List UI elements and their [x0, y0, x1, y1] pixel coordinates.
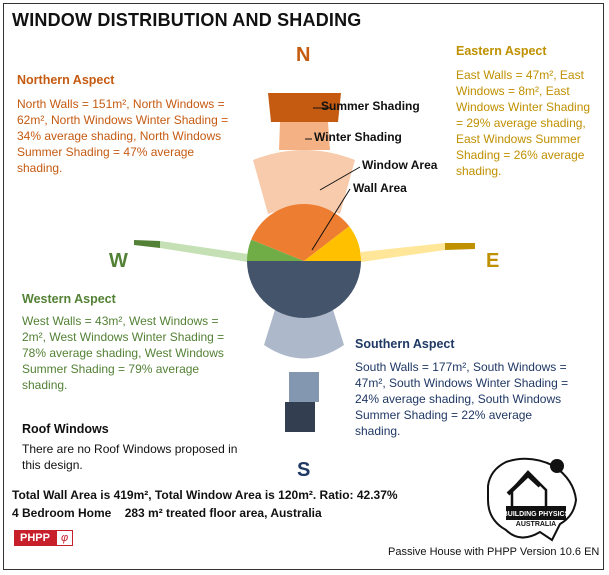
west-shading-tip: [134, 240, 160, 248]
west-heading: Western Aspect: [22, 292, 116, 306]
bp-logo-line1: BUILDING PHYSICS: [502, 511, 570, 518]
summer-shading-label: Summer Shading: [321, 99, 420, 113]
compass-east: E: [486, 250, 500, 272]
south-winter-shading-bar: [289, 372, 319, 402]
wall-area-pie: [247, 204, 361, 318]
south-summer-shading-bar: [285, 402, 315, 432]
south-heading: Southern Aspect: [355, 337, 455, 351]
window-area-label: Window Area: [362, 158, 438, 172]
winter-shading-label: Winter Shading: [314, 130, 402, 144]
east-heading: Eastern Aspect: [456, 44, 547, 58]
east-description: East Walls = 47m², East Windows = 8m², East Windows Winter Shading = 29% average shading, East Windows Summer Shading = 26% average shading.: [456, 68, 591, 178]
phpp-logo: [14, 530, 73, 546]
sun-icon: [550, 459, 564, 473]
summary-totals: Total Wall Area is 419m², Total Window Area is 120m². Ratio: 42.37%: [12, 488, 398, 502]
summary-floor: 283 m² treated floor area, Australia: [124, 506, 322, 520]
south-description: South Walls = 177m², South Windows = 47m², South Windows Winter Shading = 24% average shading, South Windows Summer Shading = 22% average shading.: [355, 360, 569, 438]
page-title: WINDOW DISTRIBUTION AND SHADING: [12, 10, 362, 30]
compass-west: W: [109, 250, 128, 272]
roof-heading: Roof Windows: [22, 422, 109, 436]
summary-home: 4 Bedroom Home: [12, 506, 112, 520]
east-window-spoke: [361, 243, 445, 262]
north-description: North Walls = 151m², North Windows = 62m², North Windows Winter Shading = 34% average shading, North Windows Summer Shading = 47% average shading.: [17, 97, 229, 175]
building-physics-logo: [488, 459, 576, 540]
north-heading: Northern Aspect: [17, 73, 115, 87]
west-description: West Walls = 43m², West Windows = 2m², West Windows Winter Shading = 78% average shading, West Windows Summer Shading = 79% average shading.: [22, 314, 225, 392]
summary-home-line: [12, 506, 322, 520]
compass-north: N: [296, 44, 311, 66]
roof-description: There are no Roof Windows proposed in this design.: [22, 442, 238, 472]
phpp-logo-symbol: φ: [56, 530, 73, 546]
phpp-logo-text: PHPP: [14, 530, 56, 546]
wall-area-label: Wall Area: [353, 181, 407, 195]
footer-version: Passive House with PHPP Version 10.6 EN: [388, 546, 600, 558]
west-window-spoke: [160, 241, 248, 262]
pie-south-slice: [247, 261, 361, 318]
compass-south: S: [297, 459, 311, 481]
east-shading-tip: [445, 243, 475, 250]
bp-logo-line2: AUSTRALIA: [515, 521, 557, 528]
